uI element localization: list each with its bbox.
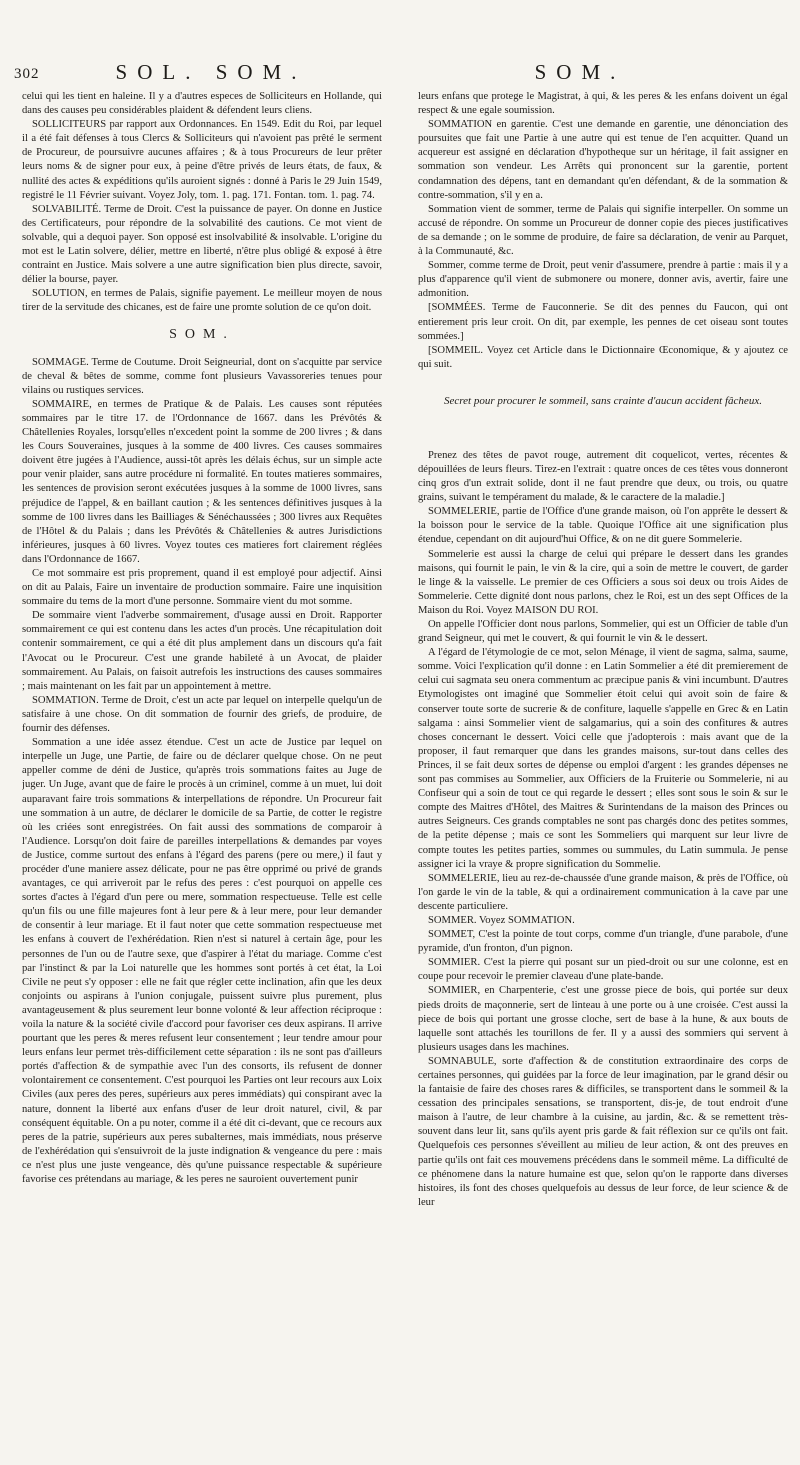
entry-sommeil: [SOMMEIL. Voyez cet Article dans le Dictionnaire Œconomique, & y ajoutez ce qui suit.: [418, 344, 788, 370]
entry-sommage: SOMMAGE. Terme de Coutume. Droit Seigneurial, dont on s'acquitte par service de cheval & bêtes de somme, comme font plusieurs Vavassoreries tenues pour vilains ou rustiques services.: [22, 356, 382, 396]
entry-solution: SOLUTION, en termes de Palais, signifie payement. Le meilleur moyen de nous tirer de la servitude des chicanes, est de faire une promte solution de ce qu'on doit.: [22, 288, 382, 314]
entry-sommer: SOMMER. Voyez SOMMATION.: [428, 914, 575, 926]
left-running-head: SOL. SOM.: [115, 60, 307, 84]
entry-sommet: SOMMET, C'est la pointe de tout corps, comme d'un triangle, d'une parabole, d'une pyramide, d'un fronton, d'un pignon.: [418, 929, 788, 955]
entry-sommelier: On appelle l'Officier dont nous parlons, Sommelier, qui est un Officier de table d'un grand Seigneur, qui met le couvert, & qui fournit le vin & le dessert.: [418, 619, 788, 645]
entry-sommeil-recipe: Prenez des têtes de pavot rouge, autrement dit coquelicot, vertes, récentes & dépouillées de leurs fleurs. Tirez-en l'extrait : quatre onces de ces têtes vous donneront cinq gros d'un extrait solide, dont il ne faut prendre que deux, ou trois, ou quatre grains, suivant le tempérament du malade, & le caractere de la maladie.]: [418, 449, 788, 504]
entry-sommelerie: SOMMELERIE, partie de l'Office d'une grande maison, où l'on apprête le dessert & la boisson pour le service de la table. Quoique l'Office ait une signification plus étendue, cependant on dit aujourd'hui Office, & on ne dit guere Sommelerie.: [418, 506, 788, 546]
entry-sommier-charpenterie: SOMMIER, en Charpenterie, c'est une grosse piece de bois, qui portée sur deux pieds droits de maçonnerie, sert de linteau à une porte ou à une croisée. C'est aussi la piece de bois qui portant une grosse cloche, sert de base à la hune, & aux bouts de laquelle sont attachés les tourillons de fer. Il y a aussi des sommiers qui servent à plusieurs usages dans les machines.: [418, 985, 788, 1053]
entry-solvabilite: SOLVABILITÉ. Terme de Droit. C'est la puissance de payer. On donne en Justice des Certificateurs, pour répondre de la solvabilité des cautions. Ce mot vient de solvable, qui a dequoi payer. Son opposé est insolvabilité & insolvable. L'origine du mot est le Latin solvere, délier, mettre en liberté, n'être plus obligé & exposé à être contraint en Justice. Mais solvere a une autre signification bien plus directe, savoir, délier la bourse, payer.: [22, 203, 382, 286]
entry-sommaire: SOMMAIRE, en termes de Pratique & de Palais. Les causes sont réputées sommaires par le titre 17. de l'Ordonnance de 1667. dans les Prévôtés & Châtellenies Royales, lorsqu'elles n'excedent point la somme de 200 livres ; & dans les Cours Souveraines, jusques à la somme de 400 livres. Ces causes sommaires doivent être jugées à l'Audience, aussi-tôt après les délais échus, sur un simple acte pour venir plaider, sans autre procédure ni formalité. En toutes matieres sommaires, les sentences de provision seront exécutées jusques à la somme de 1000 livres, sans préjudice de l'appel, & en baillant caution ; & les sentences définitives jusques à la somme de 100 livres dans les Bailliages & Sénéchaussées ; 300 livres aux Requêtes de l'Hôtel & du Palais ; dans les Prévôtés & Châtellenies & autres Jurisdictions inférieures, jusques à 60 livres. Voyez toutes ces matieres fort clairement réglées dans l'Ordonnance de 1667.: [22, 398, 382, 565]
entry-sommation: SOMMATION. Terme de Droit, c'est un acte par lequel on interpelle quelqu'un de satisfaire à une chose. On dit sommation de fournir des griefs, de produire, de fournir des défenses.: [22, 694, 382, 735]
page-number: 302: [14, 66, 40, 82]
entry-sommelerie-charge: Sommelerie est aussi la charge de celui qui prépare le dessert dans les grandes maisons, qui fournit le pain, le vin & la cire, qui a soin de mettre le couvert, de garder le linge & la vaisselle. Le premier de ces Officiers a sous soi deux ou trois Aides de Sommelerie. Cette dignité dont nous parlons, chez le Roi, est un des sept Offices de la Maison du Roi. Voyez MAISON DU ROI.: [418, 548, 788, 616]
entry-sommelier-etymologie: A l'égard de l'étymologie de ce mot, selon Ménage, il vient de sagma, salma, saume, somme. Voici l'explication qu'il donne : en Latin Sommelier a été dit premierement de celui cui sagmata seu onera commentum ac præcipue panis & vini incumbunt. D'autres Etymologistes ont imaginé que Sommelier étoit celui qui avoit soin de faire & conserver toute sorte de sucrerie & de confiture, laquelle s'appelle en Grec & en Latin salgama : ainsi Sommelier vient de salgamarius, qui a soin des confitures & autres choses concernant le dessert. Voici celle que j'adopterois : mais avant que de la proposer, il faut remarquer que dans les grandes maisons, sur-tout dans celles des Princes, il se fait deux sortes de dépense ou emploi d'argent : les grandes dépenses ne sont pas commises au Sommelier, aux Officiers de la Fruiterie ou Sommelerie, ni au Confiseur qui a soin de tout ce qui regarde le dessert ; elles sont sous le soin & sur le compte des Maitres d'Hôtel, des Maitres & Surintendans de la maison des Princes ou autres Seigneurs. Ces grands comptables ne sont pas chargés donc des petites sommes, de la petite dépense ; mais ce sont les Sommeliers qui marquent sur leur livre de compte toutes les petites parties, sommes ou summules, du Latin summula. Je pense assigner ici la vraye & propre signification du Sommelie.: [418, 647, 788, 870]
left-column: [22, 90, 382, 1450]
entry-solliciteurs-ordonnances: SOLLICITEURS par rapport aux Ordonnances. En 1549. Edit du Roi, par lequel il a été fait défenses à tous Clercs & Solliciteurs qui n'avoient pas prêté le serment de Procureur, de poursuivre aucunes affaires ; & à tous Procureurs de leur prêter leurs noms & de signer pour eux, à peine d'être privés de leurs états, de faux, & nullité des actes & expéditions qu'ils auroient signés : donné à Paris le 29 Juin 1549, registré le 11 Février suivant. Voyez Joly, tom. 1. pag. 171. Fontan. tom. 1. pag. 74.: [22, 119, 382, 201]
page-header: [0, 58, 800, 88]
entry-sommees: [SOMMÉES. Terme de Fauconnerie. Se dit des pennes du Faucon, qui ont entierement pris leur croit. On dit, par exemple, les pennes de cet oiseau sont toutes sommées.]: [418, 302, 788, 342]
right-running-head: SOM.: [534, 60, 626, 84]
entry-sommer-droit: Sommer, comme terme de Droit, peut venir d'assumere, prendre à partie : mais il y a plus d'apparence qu'il vient de submonere ou monere, donner avis, avertir, faire une admonition.: [418, 260, 788, 300]
entry-sommier: SOMMIER. C'est la pierre qui posant sur un pied-droit ou sur une colonne, est en coupe pour recevoir le premier claveau d'une plate-bande.: [418, 957, 788, 983]
entry-sommation-etendue: Sommation a une idée assez étendue. C'est un acte de Justice par lequel on interpelle un Juge, une Partie, de faire ou de déclarer quelque chose. On ne peut appeller comme de déni de Justice, qu'après trois sommations faites au Juge de juger. Un Juge, avant que de faire le procès à un criminel, comme à un muet, lui doit auparavant faire trois sommations & interpellations de répondre. Un Procureur fait une sommation à un autre, de déclarer le domicile de sa Partie, de cotter le registre où les criées sont enregistrées. On fait aussi des sommations de comparoir à l'Audience. Lorsqu'on doit faire de pareilles interpellations & demandes par voyes de Justice, comme surtout des enfans à l'égard des parens (pere ou mere,) il faut y procéder d'une maniere assez délicate, pour ne pas être opprimé ou privé de grands avantages, ce qui arriveroit par le refus des peres : c'est pourquoi on appelle ces sortes d'actes à l'égard d'un pere ou mere, sommation respectueuse. Telle est celle qu'un fils ou une fille majeures font à leur pere & à leur mere, pour leur demander de consentir à leur mariage. Et il faut noter que cette sommation respectueuse met les enfans à couvert de l'exhérédation. Rien n'est si naturel à certain âge, pour les personnes de l'un ou de l'autre sexe, que d'aspirer à l'état du mariage. Comme c'est par l'instinct & par la Loi naturelle que les hommes sont portés à cet état, la Loi Civile ne peut s'y opposer : elle ne fait que régler cette inclination, afin que les deux conjoints ou aspirans à l'union conjugale, puissent suivre plus purement, plus avantageusement & plus seurement leur bonne volonté & leur affection réciproque : voila la nature & la société civile d'accord pour favoriser ces deux aspirans. Il arrive pourtant que les peres & meres refusent leur consentement ; leur tendre amour pour leurs enfans leur permet très-difficilement cette séparation : ils ne sont pas d'ailleurs portés d'affection & de sympathie avec l'un des consorts, ils refusent de donner volontairement ce consentement. C'est pourquoi les Parties ont leur recours aux Loix Civiles (aux peres des peres, supérieurs aux peres immédiats) qui conspirant avec la nature, donnent la liberté aux enfans d'user de leur droit naturel, civil, & par conséquent équitable. On a pu noter, comme il a été dit ci-devant, que ce recours aux peres de la patrie, supérieurs aux peres subalternes, mais immédiats, nous préserve de l'exhérédation qui s'ensuivroit de la juste indignation & vengeance du pere : mais ce n'est plus une juste vengeance, dès qu'une puissance respectable & supérieure favorise ces prétendans au mariage, & les peres ne sauroient ouvertement punir: [22, 737, 382, 1186]
entry-sommairement: De sommaire vient l'adverbe sommairement, d'usage aussi en Droit. Rapporter sommairement ce qui est contenu dans les actes d'un procès. Une récapitulation doit contenir sommairement, ce qui a été dit plus amplement dans un discours qu'a fait l'Avocat ou le Procureur. C'est une grande habileté à un Avocat, de plaider sommairement. Au Palais, on faisoit autrefois les instructions des causes sommaires ; mais maintenant on les fait par un appointement à mettre.: [22, 610, 382, 692]
recipe-title: Secret pour procurer le sommeil, sans crainte d'aucun accident fâcheux.: [444, 394, 762, 407]
entry-sommer-palais: Sommation vient de sommer, terme de Palais qui signifie interpeller. On somme un accusé de répondre. On somme un Procureur de donner copie des pieces justificatives de sa demande ; on le somme de produire, de faire sa déclaration, de venir au Parquet, à la Communauté, &c.: [418, 203, 788, 258]
section-heading-som: SOM.: [169, 326, 235, 342]
entry-solliciteurs-continued: celui qui les tient en haleine. Il y a d'autres especes de Solliciteurs en Hollande, qui dans des causes peu considérables plaident & défendent leurs cliens.: [22, 91, 382, 117]
column-divider: [398, 100, 399, 1440]
entry-sommaire-adjectif: Ce mot sommaire est pris proprement, quand il est employé pour adjectif. Ainsi on dit au Palais, Faire un inventaire de production sommaire. Faire une inquisition sommaire du tems de la mort d'une personne. Sommaire vient du mot somme.: [22, 568, 382, 608]
entry-sommation-garentie: SOMMATION en garentie. C'est une demande en garentie, une dénonciation des poursuites que fait une Partie à une autre qui est tenue de l'en acquitter. Quand un acquereur est assigné en déclaration d'hypotheque sur un héritage, il fait assigner en sommation son vendeur. Les Arrêts qui prononcent sur la garentie, portent condamnation des dépens, tant en demandant qu'en défendant, & de la sommation & contre-sommation, s'il y en a.: [418, 119, 788, 201]
entry-sommelerie-lieu: SOMMELERIE, lieu au rez-de-chaussée d'une grande maison, & près de l'Office, où l'on garde le vin de la table, & qui a ordinairement communication à la cave par une descente particuliere.: [418, 872, 788, 912]
entry-somnabule: SOMNABULE, sorte d'affection & de constitution extraordinaire des corps de certaines personnes, qui guidées par la force de leur imagination, par le grand désir ou la fantaisie de faire des choses rares & difficiles, se transportent dans le sommeil & la cessation des principales sensations, se transportent, dis-je, de tout endroit d'une maison à l'autre, de leur chambre à la cuisine, au jardin, &c. & se remettent très-souvent dans leur lit, sans qu'ils ayent pris garde & fait réflexion sur ce qu'ils ont fait. Quelquefois ces personnes s'éveillent au milieu de leur action, & ont des preuves en partie qu'ils ont fait ces mouvemens précédens dans le sommeil même. La difficulté de ce phénomene dans la nature humaine est que, selon qu'on le rapporte dans diverses histoires, ils font des choses quelquefois au dessus de leur force, de leur science & de leur: [418, 1055, 788, 1208]
right-column: [418, 90, 788, 1450]
entry-sommation-continued: leurs enfans que protege le Magistrat, à qui, & les peres & les enfans doivent un égal respect & une egale soumission.: [418, 91, 788, 117]
